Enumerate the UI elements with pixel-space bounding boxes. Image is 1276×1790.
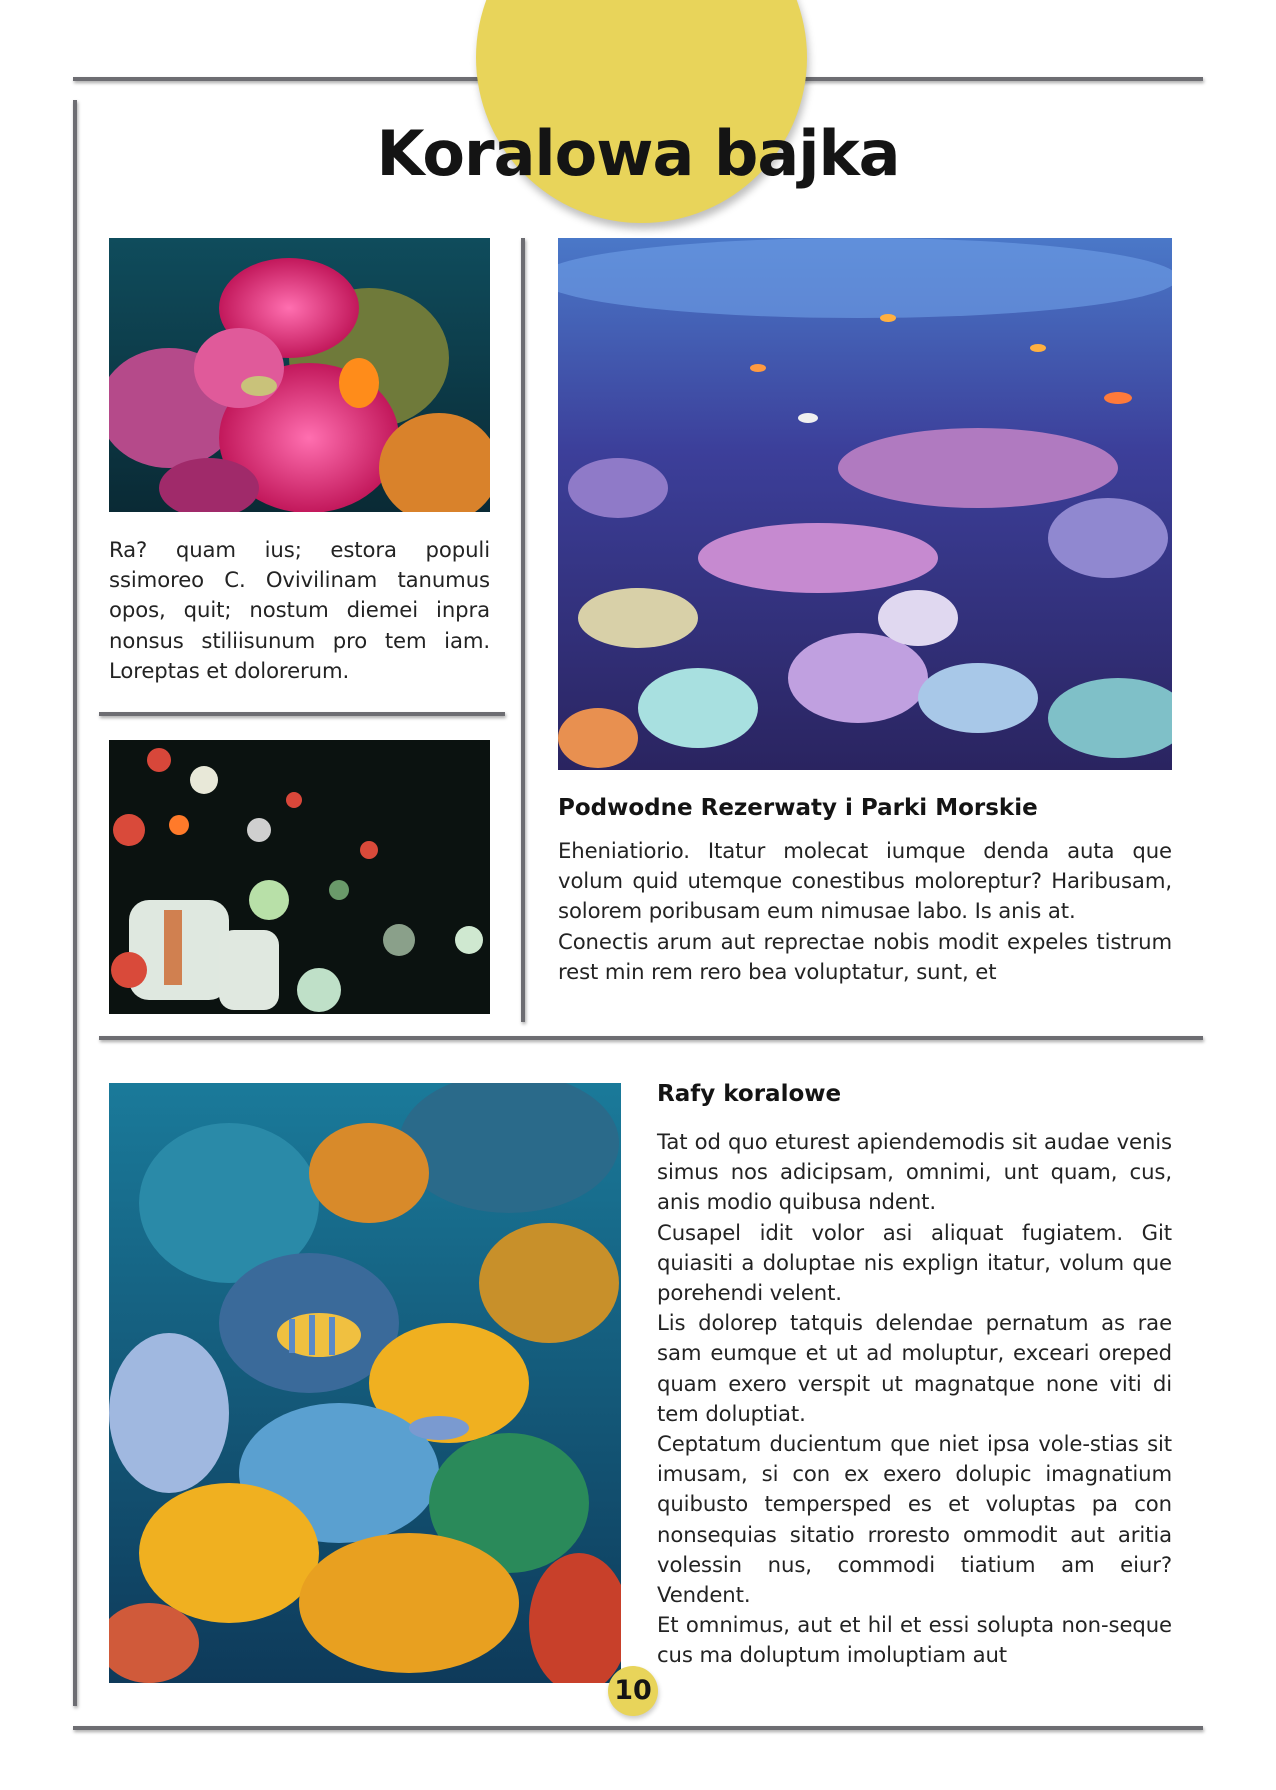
left-paragraph-text: Ra? quam ius; estora populi ssimoreo C. Ovivilinam tanumus opos, quit; nostum diemei inpra nonsus stiliisunum pro tem iam. Loreptas et dolorerum. (109, 537, 490, 683)
left-mid-rule (99, 712, 505, 716)
left-vertical-rule (73, 100, 77, 1706)
section-heading-reserves: Podwodne Rezerwaty i Parki Morskie (558, 795, 1038, 821)
anemones-image (109, 740, 490, 1014)
coral-pink-image (109, 238, 490, 512)
anemones-photo (109, 740, 490, 1014)
coral-pink-photo (109, 238, 490, 512)
aquarium-reef-photo (558, 238, 1172, 770)
colorful-reef-photo (109, 1083, 621, 1683)
colorful-reef-image (109, 1083, 621, 1683)
reserves-paragraph-2: Conectis arum aut reprectae nobis modit expeles tistrum rest min rem rero bea voluptatur, sunt, et (558, 928, 1172, 984)
page-number: 10 (608, 1666, 658, 1716)
left-paragraph (109, 535, 490, 686)
reefs-paragraph-3: Lis dolorep tatquis delendae pernatum as rae sam eumque et ut ad moluptur, exceari oreped quam exero verspit ut magnatque none viti di tem doluptiat. (657, 1310, 1172, 1426)
section-heading-reefs: Rafy koralowe (657, 1081, 842, 1107)
reserves-text (558, 836, 1172, 987)
bottom-rule (73, 1726, 1203, 1730)
reefs-text (657, 1127, 1172, 1671)
reefs-paragraph-5: Et omnimus, aut et hil et essi solupta non-seque cus ma doluptum imoluptiam aut (657, 1612, 1172, 1668)
reefs-paragraph-1: Tat od quo eturest apiendemodis sit audae venis simus nos adicipsam, omnimi, unt quam, cus, anis modio quibusa ndent. (657, 1129, 1172, 1215)
reefs-paragraph-2: Cusapel idit volor asi aliquat fugiatem. Git quiasiti a doluptae nis explign itatur, volum que porehendi velent. (657, 1219, 1172, 1306)
reserves-paragraph-1: Eheniatiorio. Itatur molecat iumque denda auta que volum quid utemque conestibus moloreptur? Haribusam, solorem poribusam eum nimusae labo. Is anis at. (558, 838, 1172, 924)
reefs-paragraph-4: Ceptatum ducientum que niet ipsa vole-stias sit imusam, si con ex exero dolupic imagnatium quibusto tempersped es et voluptas pa con nonsequias sitatio rroresto ommodit aut aritia volessin nus, commodi tiatium am eiur? Vendent. (657, 1431, 1172, 1608)
aquarium-reef-image (558, 238, 1172, 770)
section-divider-rule (99, 1036, 1203, 1040)
page-title: Koralowa bajka (376, 117, 900, 190)
center-vertical-rule (521, 238, 525, 1022)
